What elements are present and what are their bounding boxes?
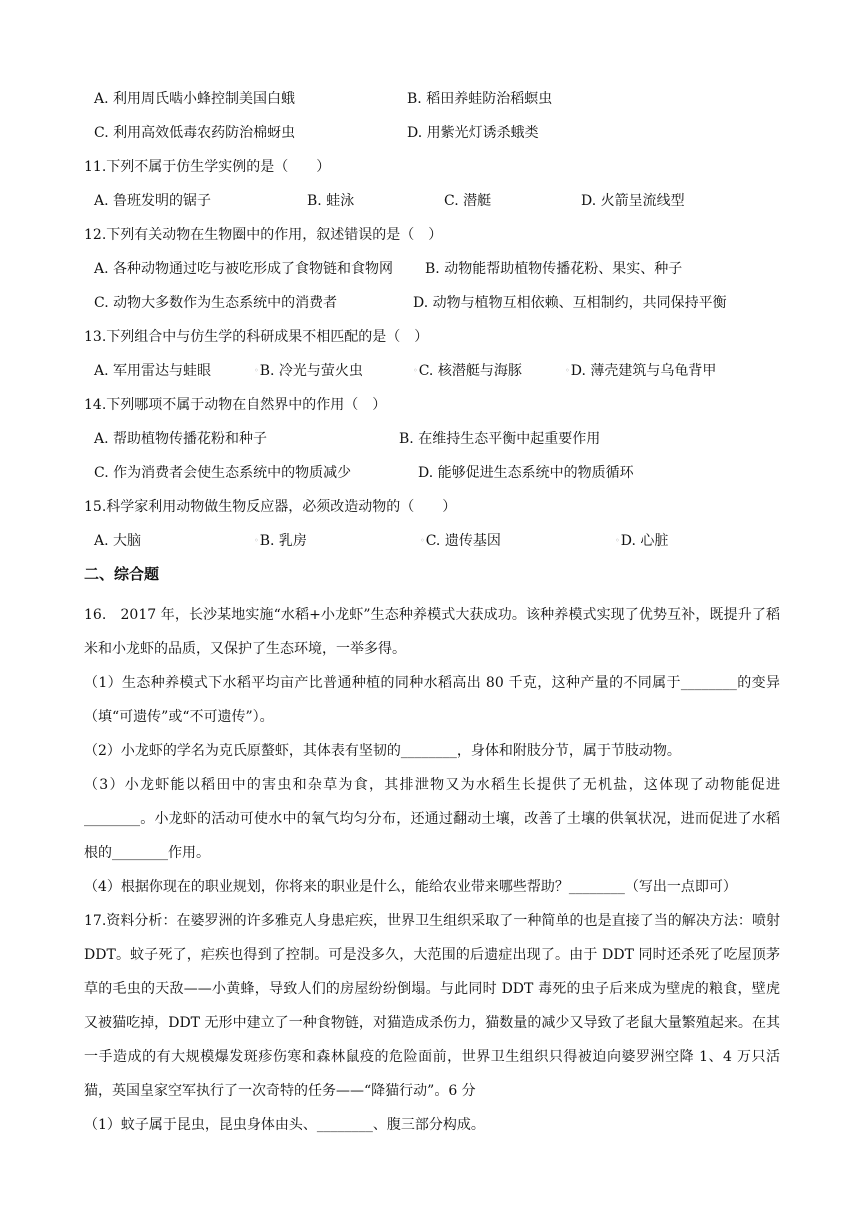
q16-intro: 16. 2017 年，长沙某地实施“水稻+小龙虾”生态种养模式大获成功。该种养模式实现了优势互补，既提升了稻米和小龙虾的品质，又保护了生态环境，一举多得。 <box>84 607 780 657</box>
q13-option-b-text: B. 冷光与萤火虫 <box>259 363 363 379</box>
q15-option-b-text: B. 乳房 <box>259 533 307 549</box>
option-mark-icon: ◦ <box>565 366 570 375</box>
q13-option-d <box>565 361 716 381</box>
q12-option-b: B. 动物能帮助植物传播花粉、果实、种子 <box>425 261 683 277</box>
q14-option-b: B. 在维持生态平衡中起重要作用 <box>399 431 601 447</box>
q11-option-c: C. 潜艇 <box>444 193 492 209</box>
q13-option-c-text: C. 核潜艇与海豚 <box>418 363 522 379</box>
q15-option-c <box>420 531 501 551</box>
option-mark-icon: ◦ <box>615 536 620 545</box>
q10-option-d: D. 用紫光灯诱杀蛾类 <box>407 125 539 141</box>
q15-option-c-text: C. 遗传基因 <box>425 533 501 549</box>
q13-option-d-text: D. 薄壳建筑与乌龟背甲 <box>570 363 717 379</box>
q15-option-b <box>254 531 307 551</box>
q15-option-a: A. 大脑 <box>94 533 142 549</box>
q13-stem: 13.下列组合中与仿生学的科研成果不相匹配的是（ ） <box>84 329 429 345</box>
q10-option-a: A. 利用周氏啮小蜂控制美国白蛾 <box>94 91 296 107</box>
option-mark-icon: ◦ <box>254 366 259 375</box>
option-mark-icon: ◦ <box>420 536 425 545</box>
q11-option-d: D. 火箭呈流线型 <box>581 193 685 209</box>
q11-option-a: A. 鲁班发明的锯子 <box>94 193 212 209</box>
q12-stem: 12.下列有关动物在生物圈中的作用，叙述错误的是（ ） <box>84 227 443 243</box>
option-mark-icon: ◦ <box>254 536 259 545</box>
q11-stem: 11.下列不属于仿生学实例的是（ ） <box>84 159 331 175</box>
q16-part-4: （4）根据你现在的职业规划，你将来的职业是什么，能给农业带来哪些帮助？________（写出一点即可） <box>84 879 737 895</box>
q15-option-d-text: D. 心脏 <box>620 533 669 549</box>
q17-part-1: （1）蚊子属于昆虫，昆虫身体由头、________、腹三部分构成。 <box>84 1117 485 1133</box>
q13-option-c <box>413 361 522 381</box>
q14-option-a: A. 帮助植物传播花粉和种子 <box>94 431 268 447</box>
q14-option-d: D. 能够促进生态系统中的物质循环 <box>418 465 634 481</box>
q13-option-a: A. 军用雷达与蛙眼 <box>94 363 212 379</box>
q16-part-2: （2）小龙虾的学名为克氏原螯虾，其体表有坚韧的________，身体和附肢分节，属于节肢动物。 <box>84 743 681 759</box>
q12-option-a: A. 各种动物通过吃与被吃形成了食物链和食物网 <box>94 261 394 277</box>
q16-part-3: （3）小龙虾能以稻田中的害虫和杂草为食，其排泄物又为水稻生长提供了无机盐，这体现了动物能促进________。小龙虾的活动可使水中的氧气均匀分布，还通过翻动土壤，改善了土壤的供氧状况，进而促进了水稻根的________作用。 <box>84 777 780 861</box>
q12-option-c: C. 动物大多数作为生态系统中的消费者 <box>94 295 338 311</box>
q12-option-d: D. 动物与植物互相依赖、互相制约，共同保持平衡 <box>413 295 727 311</box>
q13-option-b <box>254 361 363 381</box>
q10-option-b: B. 稻田养蛙防治稻螟虫 <box>407 91 553 107</box>
q14-option-c: C. 作为消费者会使生态系统中的物质减少 <box>94 465 352 481</box>
q14-stem: 14.下列哪项不属于动物在自然界中的作用（ ） <box>84 397 387 413</box>
q11-option-b: B. 蛙泳 <box>307 193 355 209</box>
section-heading: 二、综合题 <box>84 565 160 583</box>
q15-stem: 15.科学家利用动物做生物反应器，必须改造动物的（ ） <box>84 499 457 515</box>
option-mark-icon: ◦ <box>413 366 418 375</box>
q17-intro: 17.资料分析：在婆罗洲的许多雅克人身患疟疾，世界卫生组织采取了一种简单的也是直接了当的解决方法：喷射 DDT。蚊子死了，疟疾也得到了控制。可是没多久，大范围的后遗症出现了。由于 DDT 同时还杀死了吃屋顶茅草的毛虫的天敌——小黄蜂，导致人们的房屋纷纷倒塌。与此同时 DDT 毒死的虫子后来成为壁虎的粮食，壁虎又被猫吃掉，DDT 无形中建立了一种食物链，对猫造成杀伤力，猫数量的减少又导致了老鼠大量繁殖起来。在其一手造成的有大规模爆发斑疹伤寒和森林鼠疫的危险面前，世界卫生组织只得被迫向婆罗洲空降 1、4 万只活猫，英国皇家空军执行了一次奇特的任务——“降猫行动”。6 分 <box>84 913 780 1099</box>
q16-part-1: （1）生态种养模式下水稻平均亩产比普通种植的同种水稻高出 80 千克，这种产量的不同属于________的变异（填“可遗传”或“不可遗传”）。 <box>84 675 780 725</box>
q10-option-c: C. 利用高效低毒农药防治棉蚜虫 <box>94 125 296 141</box>
q15-option-d <box>615 531 668 551</box>
